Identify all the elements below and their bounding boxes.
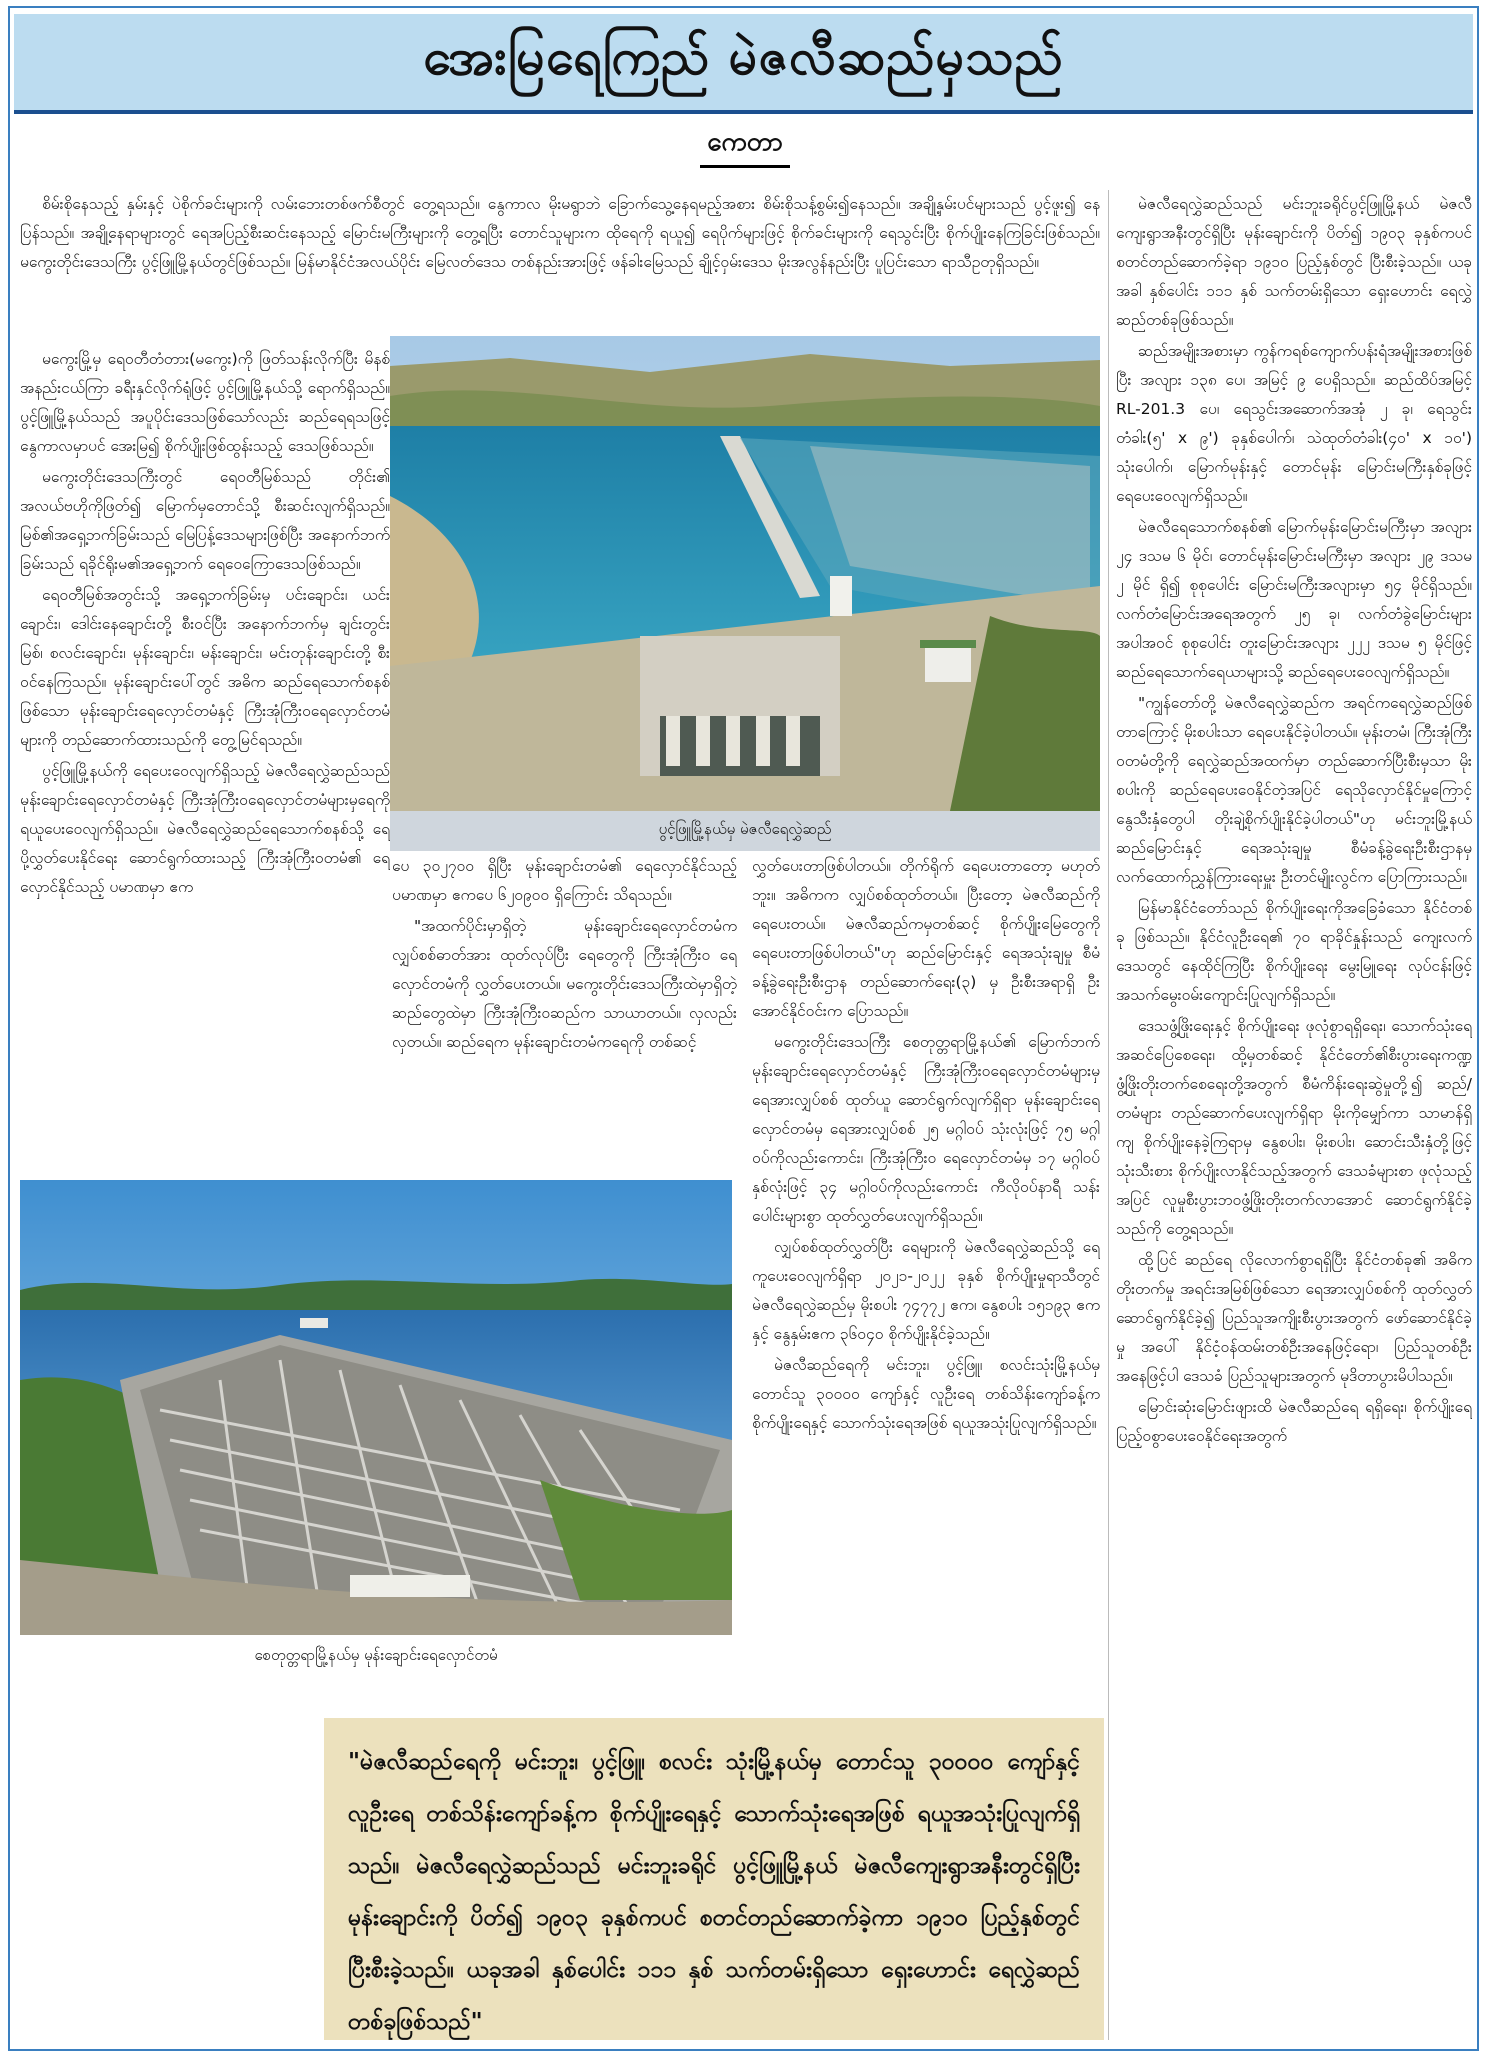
paragraph: မကွေးတိုင်းဒေသကြီးတွင် ရေဝတီမြစ်သည် တိုင်း၏ အလယ်ဗဟိုကိုဖြတ်၍ မြောက်မှတောင်သို့ စီးဆင်းလျက်ရှိသည်။ မြစ်၏အရှေ့ဘက်ခြမ်းသည် မြေပြန့်ဒေသများဖြစ်ပြီး အနောက်ဘက်ခြမ်းသည် ရခိုင်ရိုးမ၏အရှေ့ဘက် ရေဝေကြောဒေသဖြစ်သည်။ (20, 468, 390, 573)
paragraph: မဲဇလီဆည်ရေကို မင်းဘူး၊ ပွင့်ဖြူ၊ စလင်းသုံးမြို့နယ်မှ တောင်သူ ၃၀၀၀၀ ကျော်နှင့် လူဦးရေ တစ်သိန်းကျော်ခန့်က စိုက်ပျိုးရေနှင့် သောက်သုံးရေအဖြစ် ရယူအသုံးပြုလျက်ရှိသည်။ (752, 1356, 1100, 1432)
paragraph: ရေဝတီမြစ်အတွင်းသို့ အရှေ့ဘက်ခြမ်းမှ ပင်းချောင်း၊ ယင်းချောင်း၊ ဒေါင်းနေချောင်းတို့ စီးဝင်ပြီး အနောက်ဘက်မှ ချင်းတွင်းမြစ်၊ စလင်းချောင်း၊ မုန်းချောင်း၊ မန်းချောင်း၊ မင်းတုန်းချောင်းတို့ စီးဝင်နေကြသည်။ မုန်းချောင်းပေါ်တွင် အဓိက ဆည်ရေသောက်စနစ်ဖြစ်သော မုန်းချောင်းရေလှောင်တမံနှင့် ကြီးအုံကြီးဝရေလှောင်တမံများကို တည်ဆောက်ထားသည်ကို တွေ့မြင်ရသည်။ (20, 586, 390, 749)
column-divider (1108, 190, 1109, 2040)
column-3 (752, 852, 1100, 1712)
photo1-caption: ပွင့်ဖြူမြို့နယ်မှ မဲဇလီရေလွှဲဆည် (390, 811, 1100, 851)
paragraph: ဆည်အမျိုးအစားမှာ ကွန်ကရစ်ကျောက်ပန်းရံအမျိုးအစားဖြစ်ပြီး အလျား ၁၃၈ ပေ၊ အမြင့် ၉ ပေရှိသည်။ ဆည်ထိပ်အမြင့် RL-201.3 ပေ၊ ရေသွင်းအဆောက်အအုံ ၂ ခု၊ ရေသွင်းတံခါး(၅' x ၉') ခုနှစ်ပေါက်၊ သဲထုတ်တံခါး(၄၀' x ၁၀') သုံးပေါက်၊ မြောက်မုန်းနှင့် တောင်မုန်း မြောင်းမကြီးနှစ်ခုဖြင့် ရေပေးဝေလျက်ရှိသည်။ (1116, 342, 1472, 505)
lead-paragraph (20, 190, 1100, 340)
photo2-caption: စေတုတ္တရာမြို့နယ်မှ မုန်းချောင်းရေလှောင်တမံ (20, 1640, 732, 1670)
byline: ကေတာ (700, 124, 790, 168)
paragraph: ပေ ၃၀၂၇၀၀ ရှိပြီး မုန်းချောင်းတမံ၏ ရေလှောင်နိုင်သည့် ပမာဏမှာ ဧကပေ ၆၂၀၉၀၀ ရှိကြောင်း သိရသည်။ (392, 857, 737, 904)
paragraph: ဒေသဖွံ့ဖြိုးရေးနှင့် စိုက်ပျိုးရေး ဖုလုံစွာရရှိရေး၊ သောက်သုံးရေ အဆင်ပြေစေရေး၊ ထို့မှတစ်ဆင့် နိုင်ငံတော်၏စီးပွားရေးကဏ္ဍဖွံ့ဖြိုးတိုးတက်စေရေးတို့အတွက် စီမံကိန်းရေးဆွဲမှုတို့၍ ဆည်/တမံများ တည်ဆောက်ပေးလျက်ရှိရာ မိုးကိုမျှော်ကာ သာမာန်ရှိကျ စိုက်ပျိုးနေခဲ့ကြရာမှ နွေစပါး၊ မိုးစပါး၊ ဆောင်းသီးနှံတို့ဖြင့် သုံးသီးစား စိုက်ပျိုးလာနိုင်သည့်အတွက် ဒေသခံများစာ ဖုလုံသည့်အပြင် လူမှုစီးပွားဘဝဖွံ့ဖြိုးတိုးတက်လာအောင် ဆောင်ရွက်နိုင်ခဲ့သည်ကို တွေ့ရသည်။ (1116, 1017, 1472, 1238)
paragraph: ထို့ပြင် ဆည်ရေ လိုလောက်စွာရရှိပြီး နိုင်ငံတစ်ခု၏ အဓိကတိုးတက်မှု အရင်းအမြစ်ဖြစ်သော ရေအားလျှပ်စစ်ကို ထုတ်လွှတ်ဆောင်ရွက်နိုင်ခဲ့၍ ပြည်သူအကျိုးစီးပွားအတွက် ဖော်ဆောင်နိုင်ခဲ့မှု အပေါ် နိုင်ငံ့ဝန်ထမ်းတစ်ဦးအနေဖြင့်ရော၊ ပြည်သူတစ်ဦးအနေဖြင့်ပါ ဒေသခံ ပြည်သူများအတွက် မုဒိတာပွားမိပါသည်။ (1116, 1251, 1472, 1385)
paragraph: မဲဇလီရေလွှဲဆည်သည် မင်းဘူးခရိုင်ပွင့်ဖြူမြို့နယ် မဲဇလီကျေးရွာအနီးတွင်ရှိပြီး မုန်းချောင်းကို ပိတ်၍ ၁၉၀၃ ခုနှစ်ကပင် စတင်တည်ဆောက်ခဲ့ရာ ၁၉၁၀ ပြည့်နှစ်တွင် ပြီးစီးခဲ့သည်။ ယခုအခါ နှစ်ပေါင်း ၁၁၁ နှစ် သက်တမ်းရှိသော ရှေးဟောင်း ရေလွှဲဆည်တစ်ခုဖြစ်သည်။ (1116, 195, 1472, 329)
column-2 (392, 852, 737, 1172)
headline: အေးမြရေကြည် မဲဇလီဆည်မှသည် (423, 27, 1064, 86)
paragraph: မြောင်းဆုံးမြောင်းဖျားထိ မဲဇလီဆည်ရေ ရရှိရေး၊ စိုက်ပျိုးရေ ပြည့်ဝစွာပေးဝေနိုင်ရေးအတွက် (1116, 1398, 1472, 1445)
paragraph: "အထက်ပိုင်းမှာရှိတဲ့ မုန်းချောင်းရေလှောင်တမံက လျှပ်စစ်ဓာတ်အား ထုတ်လုပ်ပြီး ရေတွေကို ကြီးအုံကြီးဝ ရေလှောင်တမံကို လွှတ်ပေးတယ်။ မကွေးတိုင်းဒေသကြီးထဲမှာရှိတဲ့ ဆည်တွေထဲမှာ ကြီးအုံကြီးဝဆည်က သာယာတယ်။ လှလည်း လှတယ်။ ဆည်ရေက မုန်းချောင်းတမံကရေကို တစ်ဆင့် (392, 917, 737, 1051)
paragraph: လျှပ်စစ်ထုတ်လွှတ်ပြီး ရေများကို မဲဇလီရေလွှဲဆည်သို့ ရေကူပေးဝေလျက်ရှိရာ ၂၀၂၁-၂၀၂၂ ခုနှစ် စိုက်ပျိုးမှုရာသီတွင် မဲဇလီရေလွှဲဆည်မှ မိုးစပါး ၇၄၇၇၂ ဧက၊ နွေစပါး ၁၅၁၉၃ ဧကနှင့် နွေနှမ်းဧက ၃၆၀၄၀ စိုက်ပျိုးနိုင်ခဲ့သည်။ (752, 1238, 1100, 1343)
paragraph: မြန်မာနိုင်ငံတော်သည် စိုက်ပျိုးရေးကိုအခြေခံသော နိုင်ငံတစ်ခု ဖြစ်သည်။ နိုင်ငံလူဦးရေ၏ ၇၀ ရာခိုင်နှုန်းသည် ကျေးလက်ဒေသတွင် နေထိုင်ကြပြီး စိုက်ပျိုးရေး မွေးမြူရေး လုပ်ငန်းဖြင့် အသက်မွေးဝမ်းကျောင်းပြုလျက်ရှိသည်။ (1116, 899, 1472, 1004)
paragraph: "ကျွန်တော်တို့ မဲဇလီရေလွှဲဆည်က အရင်ကရေလွှဲဆည်ဖြစ်တာကြောင့် မိုးစပါးသာ ရေပေးနိုင်ခဲ့ပါတယ်။ မုန်းတမံ၊ ကြီးအုံကြီးဝတမံတို့ကို ရေလွှဲဆည်အထက်မှာ တည်ဆောက်ပြီးစီးမှသာ မိုးစပါးကို ဆည်ရေပေးဝေနိုင်တဲ့အပြင် ရေသိုလှောင်နိုင်မှုကြောင့် နွေသီးနှံတွေပါ တိုးချဲ့စိုက်ပျိုးနိုင်ခဲ့ပါတယ်"ဟု မင်းဘူးမြို့နယ် ဆည်မြောင်းနှင့် ရေအသုံးချမှု စီမံခန့်ခွဲရေးဦးစီးဌာနမှ လက်ထောက်ညွှန်ကြားရေးမှူး ဦးတင်မျိုးလွင်က ပြောကြားသည်။ (1116, 694, 1472, 886)
column-1 (20, 345, 390, 1200)
dam-image (20, 1180, 732, 1635)
headline-banner (14, 14, 1473, 114)
weir-image (390, 336, 1100, 811)
paragraph: မကွေးတိုင်းဒေသကြီး စေတုတ္တရာမြို့နယ်၏ မြောက်ဘက် မုန်းချောင်းရေလှောင်တမံနှင့် ကြီးအုံကြီးဝရေလှောင်တမံများမှ ရေအားလျှပ်စစ် ထုတ်ယူ ဆောင်ရွက်လျက်ရှိရာ မုန်းချောင်းရေလှောင်တမံမှ ရေအားလျှပ်စစ် ၂၅ မဂ္ဂါဝပ် သုံးလုံးဖြင့် ၇၅ မဂ္ဂါဝပ်ကိုလည်းကောင်း၊ ကြီးအုံကြီးဝ ရေလှောင်တမံမှ ၁၇ မဂ္ဂါဝပ် နှစ်လုံးဖြင့် ၃၄ မဂ္ဂါဝပ်ကိုလည်းကောင်း ကီလိုဝပ်နာရီ သန်းပေါင်းများစွာ ထုတ်လွှတ်ပေးလျက်ရှိသည်။ (752, 1033, 1100, 1225)
lead-text: စိမ်းစိုနေသည့် နှမ်းနှင့် ပဲစိုက်ခင်းများကို လမ်းဘေးတစ်ဖက်စီတွင် တွေ့ရသည်။ နွေကာလ မိုးမရွာဘဲ ခြောက်သွေ့နေရမည့်အစား စိမ်းစိုသန့်စွမ်း၍နေသည်။ အချို့နှမ်းပင်များသည် ပွင့်ဖူး၍ နေပြန်သည်။ အချို့နေရာများတွင် ရေအပြည့်စီးဆင်းနေသည့် မြောင်းမကြီးများကို တွေ့ရပြီး တောင်သူများက ထိုရေကို ရယူ၍ ရေပိုက်များဖြင့် စိုက်ခင်းများကို ရေသွင်းပြီး စိုက်ပျိုးနေကြခြင်းဖြစ်သည်။ မကွေးတိုင်းဒေသကြီး ပွင့်ဖြူမြို့နယ်တွင်ဖြစ်သည်။ မြန်မာနိုင်ငံအလယ်ပိုင်း မြေလတ်ဒေသ တစ်နည်းအားဖြင့် ဖန်ခါးမြေသည် ချိုင့်ဝှမ်းဒေသ မိုးအလွန်နည်းပြီး ပူပြင်းသော ရာသီဥတုရှိသည်။ (20, 195, 1100, 271)
dam-photo (20, 1180, 732, 1635)
weir-photo (390, 336, 1100, 811)
column-4 (1116, 190, 1472, 2040)
paragraph: မဲဇလီရေသောက်စနစ်၏ မြောက်မုန်းမြောင်းမကြီးမှာ အလျား ၂၄ ဒသမ ၆ မိုင်၊ တောင်မုန်းမြောင်းမကြီးမှာ အလျား ၂၉ ဒသမ ၂ မိုင် ရှိ၍ စုစုပေါင်း မြောင်းမကြီးအလျားမှာ ၅၄ မိုင်ရှိသည်။ လက်တံမြောင်းအရေအတွက် ၂၅ ခု၊ လက်တံခွဲမြောင်းများ အပါအဝင် စုစုပေါင်း တူးမြောင်းအလျား ၂၂၂ ဒသမ ၅ မိုင်ဖြင့် ဆည်ရေသောက်ရေယာများသို့ ဆည်ရေပေးဝေလျက်ရှိသည်။ (1116, 518, 1472, 681)
paragraph: မကွေးမြို့မှ ရေဝတီတံတား(မကွေး)ကို ဖြတ်သန်းလိုက်ပြီး မိနစ်အနည်းငယ်ကြာ ခရီးနှင်လိုက်ရုံဖြင့် ပွင့်ဖြူမြို့နယ်သို့ ရောက်ရှိသည်။ ပွင့်ဖြူမြို့နယ်သည် အပူပိုင်းဒေသဖြစ်သော်လည်း ဆည်ရေရသဖြင့် နွေကာလမှာပင် အေးမြ၍ စိုက်ပျိုးဖြစ်ထွန်းသည့် ဒေသဖြစ်သည်။ (20, 350, 390, 455)
pull-quote: "မဲဇလီဆည်ရေကို မင်းဘူး၊ ပွင့်ဖြူ၊ စလင်း သုံးမြို့နယ်မှ တောင်သူ ၃၀၀၀၀ ကျော်နှင့် လူဦးရေ တစ်သိန်းကျော်ခန့်က စိုက်ပျိုးရေနှင့် သောက်သုံးရေအဖြစ် ရယူအသုံးပြုလျက်ရှိသည်။ မဲဇလီရေလွှဲဆည်သည် မင်းဘူးခရိုင် ပွင့်ဖြူမြို့နယ် မဲဇလီကျေးရွာအနီးတွင်ရှိပြီး မုန်းချောင်းကို ပိတ်၍ ၁၉၀၃ ခုနှစ်ကပင် စတင်တည်ဆောက်ခဲ့ကာ ၁၉၁၀ ပြည့်နှစ်တွင် ပြီးစီးခဲ့သည်။ ယခုအခါ နှစ်ပေါင်း ၁၁၁ နှစ် သက်တမ်းရှိသော ရှေးဟောင်း ရေလွှဲဆည်တစ်ခုဖြစ်သည်" (324, 1718, 1104, 2040)
paragraph: လွှတ်ပေးတာဖြစ်ပါတယ်။ တိုက်ရိုက် ရေပေးတာတော့ မဟုတ်ဘူး။ အဓိကက လျှပ်စစ်ထုတ်တယ်။ ပြီးတော့ မဲဇလီဆည်ကို ရေပေးတယ်။ မဲဇလီဆည်ကမှတစ်ဆင့် စိုက်ပျိုးမြေတွေကို ရေပေးတာဖြစ်ပါတယ်"ဟု ဆည်မြောင်းနှင့် ရေအသုံးချမှု စီမံခန့်ခွဲရေးဦးစီးဌာန တည်ဆောက်ရေး(၃) မှ ဦးစီးအရာရှိ ဦးအောင်နိုင်ဝင်းက ပြောသည်။ (752, 857, 1100, 1020)
paragraph: ပွင့်ဖြူမြို့နယ်ကို ရေပေးဝေလျက်ရှိသည့် မဲဇလီရေလွှဲဆည်သည် မုန်းချောင်းရေလှောင်တမံနှင့် ကြီးအုံကြီးဝရေလှောင်တမံများမှရေကို ရယူပေးဝေလျက်ရှိသည်။ မဲဇလီရေလွှဲဆည်ရေသောက်စနစ်သို့ ရေပို့လွှတ်ပေးနိုင်ရေး ဆောင်ရွက်ထားသည့် ကြီးအုံကြီးဝတမံ၏ ရေလှောင်နိုင်သည့် ပမာဏမှာ ဧက (20, 762, 390, 896)
